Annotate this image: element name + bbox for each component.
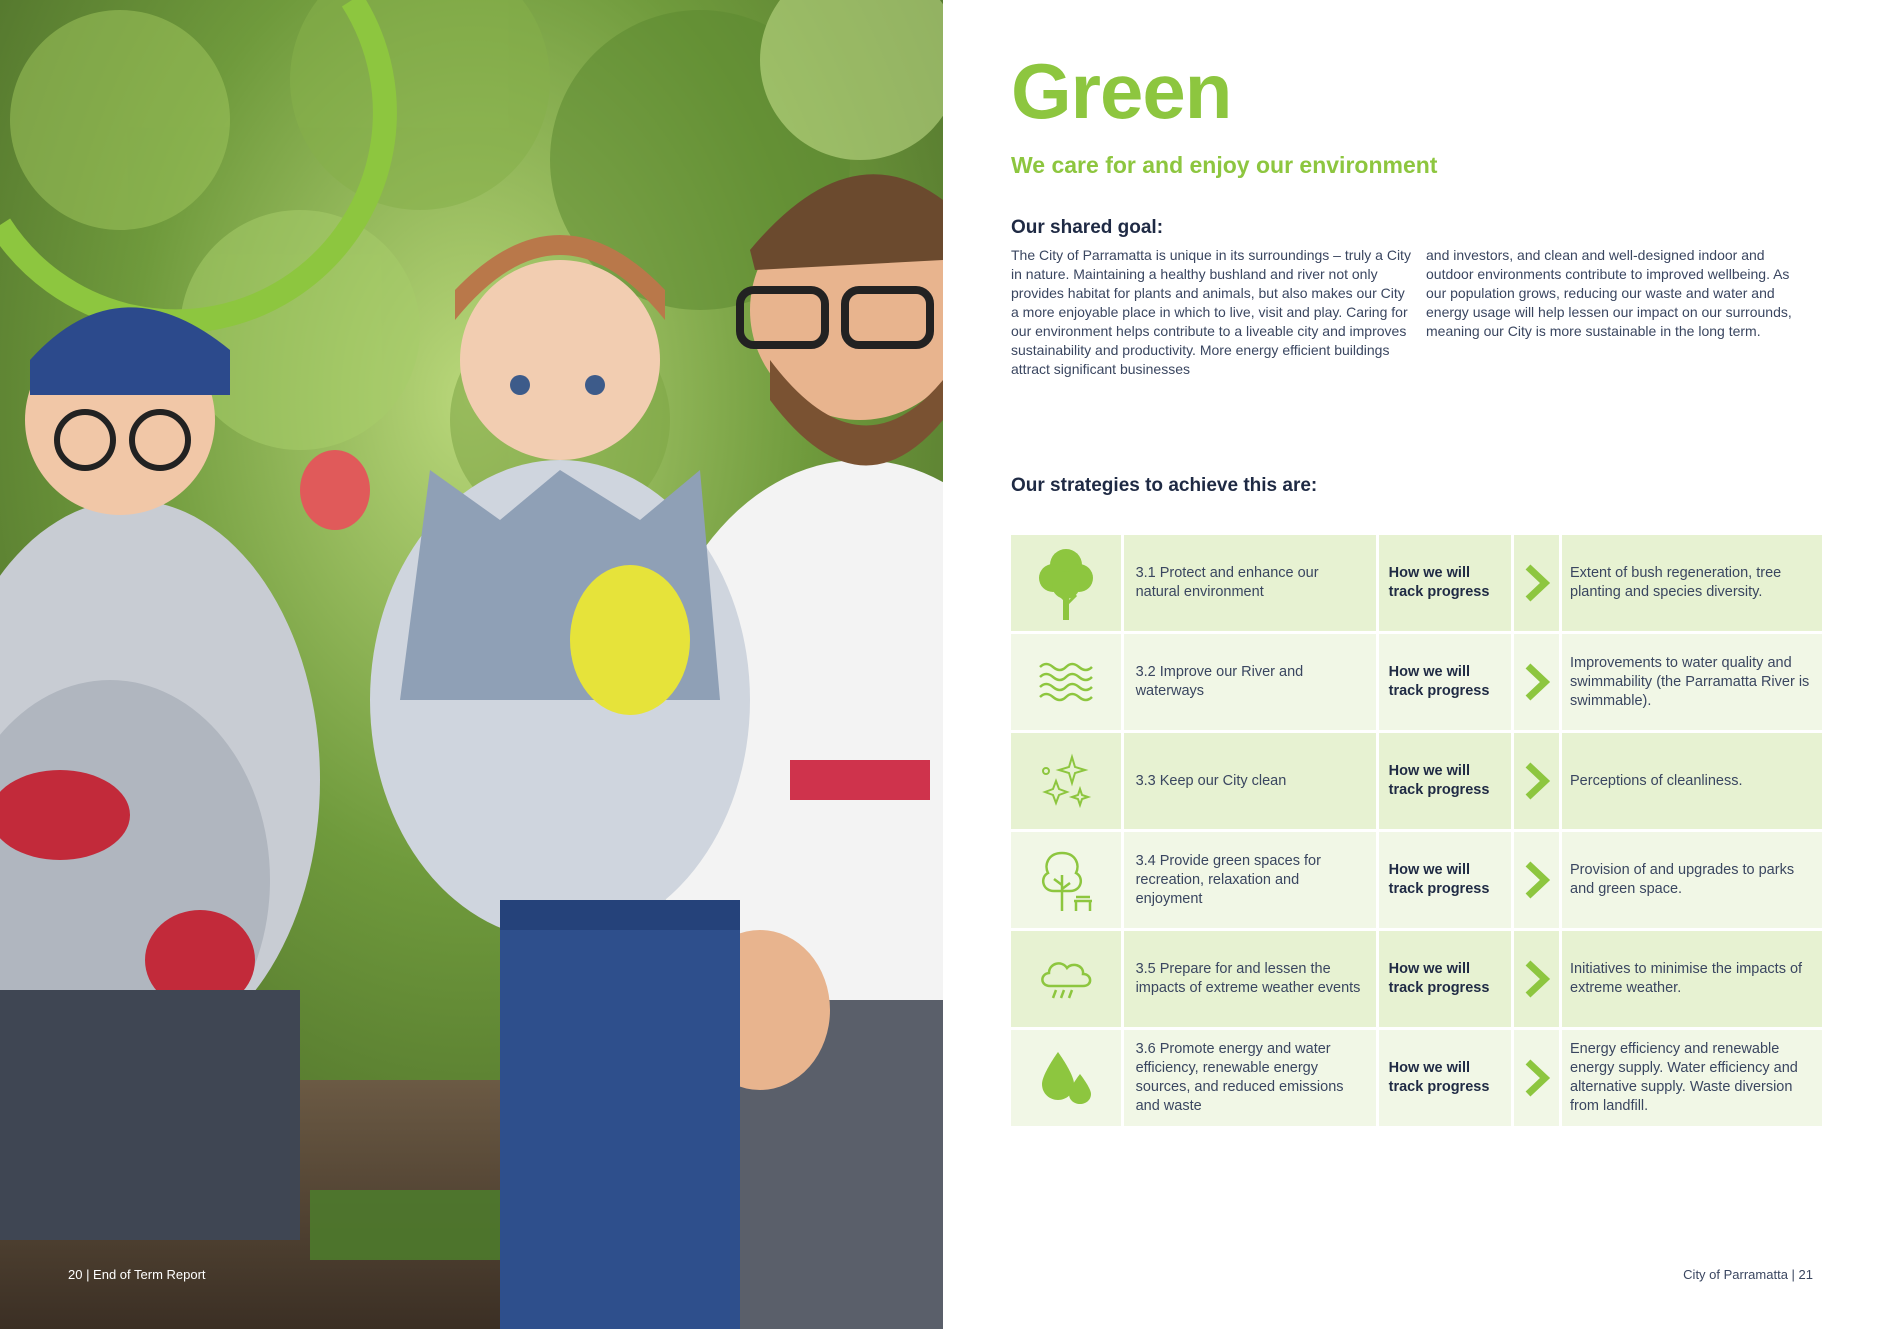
strategy-icon-cell — [1011, 733, 1121, 829]
strategies-table — [1011, 535, 1822, 1129]
track-progress-label: How we will track progress — [1379, 931, 1512, 1027]
page-title: Green — [1011, 47, 1232, 135]
page-subtitle: We care for and enjoy our environment — [1011, 152, 1438, 178]
strategy-icon-cell — [1011, 1030, 1121, 1126]
progress-measure: Provision of and upgrades to parks and green space. — [1562, 832, 1822, 928]
strategy-text: 3.2 Improve our River and waterways — [1124, 634, 1376, 730]
strategy-icon-cell — [1011, 634, 1121, 730]
track-progress-label: How we will track progress — [1379, 733, 1512, 829]
strategies-heading: Our strategies to achieve this are: — [1011, 475, 1318, 496]
chevron-right-icon — [1523, 860, 1551, 900]
page-number-left: 20 | End of Term Report — [68, 1267, 206, 1282]
sparkle-icon — [1036, 751, 1096, 811]
strategy-row-3-2 — [1011, 634, 1822, 730]
progress-measure: Extent of bush regeneration, tree planting and species diversity. — [1562, 535, 1822, 631]
tree-icon — [1036, 543, 1096, 623]
water-drops-icon — [1036, 1048, 1096, 1108]
progress-measure: Improvements to water quality and swimmability (the Parramatta River is swimmable). — [1562, 634, 1822, 730]
chevron-right-icon — [1523, 662, 1551, 702]
right-page — [943, 0, 1879, 1329]
arrow-cell — [1514, 733, 1559, 829]
waves-icon — [1036, 657, 1096, 707]
page-number-right: City of Parramatta | 21 — [1683, 1267, 1813, 1282]
shared-goal-text-column-1: The City of Parramatta is unique in its surroundings – truly a City in nature. Maintaining a healthy bushland and river not only provides habitat for plants and animals, but also makes our City a more enjoyable place in which to live, visit and play. Caring for our environment helps contribute to a liveable city and improves sustainability and productivity. More energy efficient buildings attract significant businesses — [1011, 247, 1411, 377]
chevron-right-icon — [1523, 959, 1551, 999]
arrow-cell — [1514, 1030, 1559, 1126]
strategy-text: 3.5 Prepare for and lessen the impacts of extreme weather events — [1124, 931, 1376, 1027]
storm-cloud-icon — [1036, 954, 1096, 1004]
strategy-text: 3.3 Keep our City clean — [1124, 733, 1376, 829]
arrow-cell — [1514, 931, 1559, 1027]
track-progress-label: How we will track progress — [1379, 1030, 1512, 1126]
strategy-text: 3.6 Promote energy and water efficiency, renewable energy sources, and reduced emissions and waste — [1124, 1030, 1376, 1126]
strategy-row-3-3 — [1011, 733, 1822, 829]
arrow-cell — [1514, 535, 1559, 631]
arrow-cell — [1514, 634, 1559, 730]
strategy-row-3-1 — [1011, 535, 1822, 631]
arrow-cell — [1514, 832, 1559, 928]
track-progress-label: How we will track progress — [1379, 832, 1512, 928]
strategy-text: 3.4 Provide green spaces for recreation, relaxation and enjoyment — [1124, 832, 1376, 928]
progress-measure: Initiatives to minimise the impacts of extreme weather. — [1562, 931, 1822, 1027]
strategy-icon-cell — [1011, 535, 1121, 631]
shared-goal-heading: Our shared goal: — [1011, 217, 1164, 238]
strategy-row-3-5 — [1011, 931, 1822, 1027]
progress-measure: Energy efficiency and renewable energy supply. Water efficiency and alternative supply. Waste diversion from landfill. — [1562, 1030, 1822, 1126]
shared-goal-text-column-2: and investors, and clean and well-designed indoor and outdoor environments contribute to improved wellbeing. As our population grows, reducing our waste and water and energy usage will help lessen our impact on our surrounds, meaning our City is more sustainable in the long term. — [1426, 247, 1792, 339]
chevron-right-icon — [1523, 761, 1551, 801]
strategy-row-3-6 — [1011, 1030, 1822, 1126]
strategy-icon-cell — [1011, 832, 1121, 928]
track-progress-label: How we will track progress — [1379, 634, 1512, 730]
track-progress-label: How we will track progress — [1379, 535, 1512, 631]
chevron-right-icon — [1523, 1058, 1551, 1098]
strategy-row-3-4 — [1011, 832, 1822, 928]
park-tree-bench-icon — [1036, 845, 1096, 915]
progress-measure: Perceptions of cleanliness. — [1562, 733, 1822, 829]
chevron-right-icon — [1523, 563, 1551, 603]
strategy-text: 3.1 Protect and enhance our natural environment — [1124, 535, 1376, 631]
strategy-icon-cell — [1011, 931, 1121, 1027]
